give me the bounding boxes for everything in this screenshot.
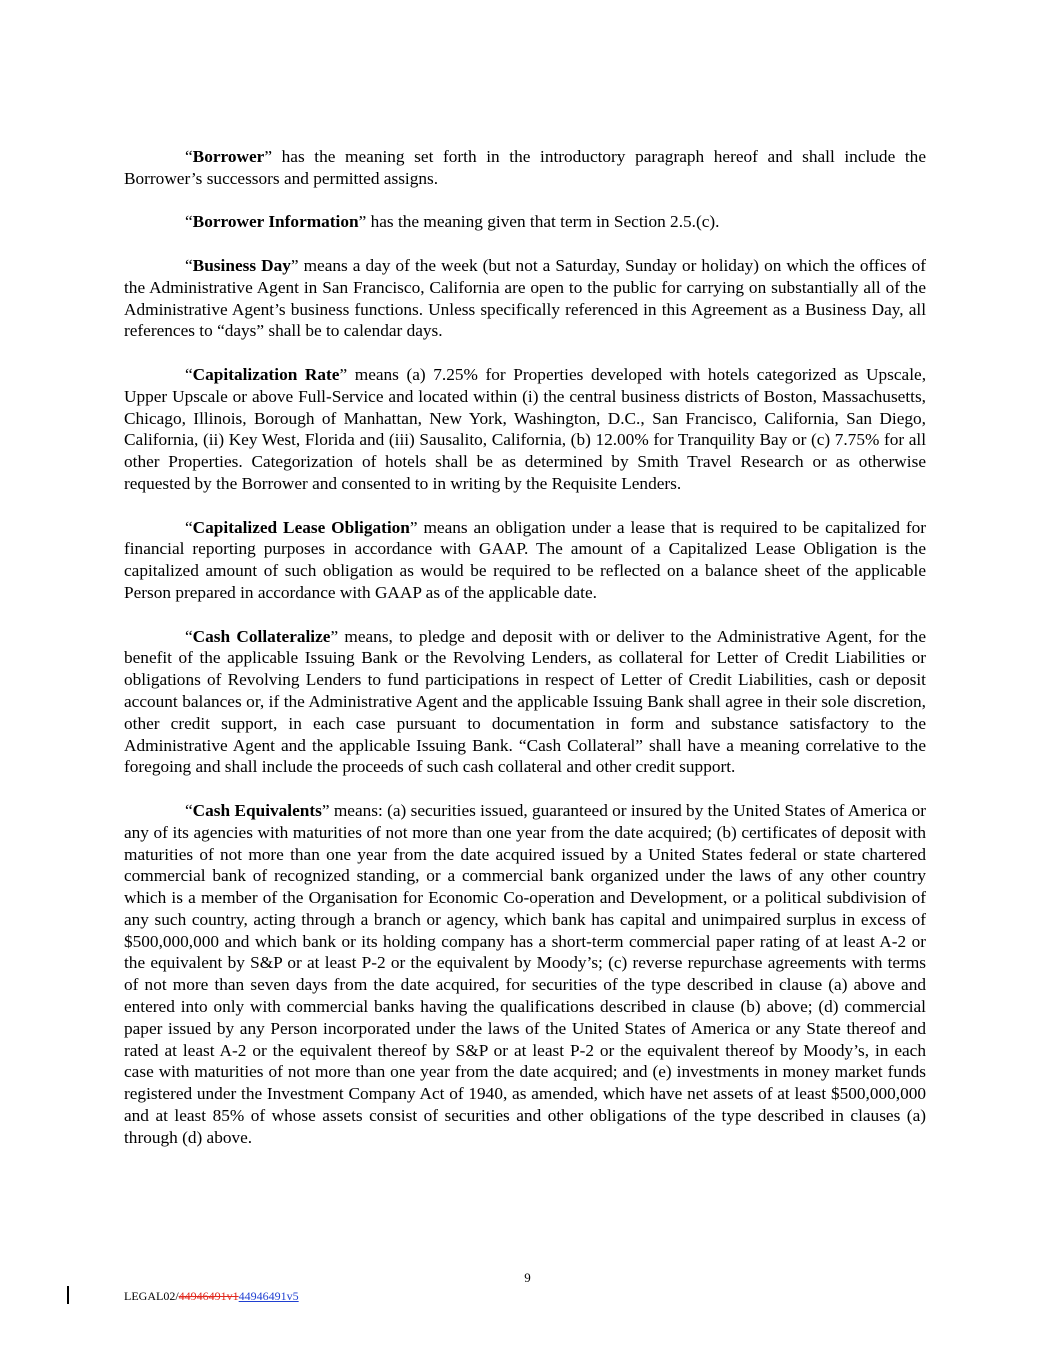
defined-term: Business Day <box>192 255 291 275</box>
inserted-document-id: 44946491v5 <box>238 1289 299 1303</box>
definition-business-day <box>124 255 926 342</box>
defined-term: Cash Collateralize <box>192 626 331 646</box>
open-quote: “ <box>185 364 193 384</box>
open-quote: “ <box>185 147 193 166</box>
definition-cash-collateralize <box>124 626 926 779</box>
revision-change-bar <box>67 1286 69 1304</box>
definition-text: ” means, to pledge and deposit with or deliver to the Administrative Agent, for the benefit of the applicable Issuing Bank or the Revolving Lenders, as collateral for Letter of Credit Liabilities or obligations of Revolving Lenders to fund participations in respect of Letter of Credit Liabilities, cash or deposit account balances or, if the Administrative Agent and the applicable Issuing Bank shall agree in their sole discretion, other credit support, in each case pursuant to documentation in form and substance satisfactory to the Administrative Agent and the applicable Issuing Bank. “Cash Collateral” shall have a meaning correlative to the foregoing and shall include the proceeds of such cash collateral and other credit support. <box>124 626 926 777</box>
deleted-document-id: 44946491v1 <box>178 1289 239 1303</box>
open-quote: “ <box>185 517 193 537</box>
open-quote: “ <box>185 212 193 232</box>
definition-capitalization-rate <box>124 364 926 495</box>
defined-term: Capitalization Rate <box>192 364 340 384</box>
open-quote: “ <box>185 800 193 820</box>
document-id-prefix: LEGAL02/ <box>124 1289 179 1303</box>
defined-term: Cash Equivalents <box>192 800 322 820</box>
definition-text: ” means an obligation under a lease that is required to be capitalized for financial reporting purposes in accordance with GAAP. The amount of a Capitalized Lease Obligation is the capitalized amount of such obligation as would be required to be reflected on a balance sheet of the applicable Person prepared in accordance with GAAP as of the applicable date. <box>124 517 926 602</box>
definition-cash-equivalents <box>124 800 926 1149</box>
definition-text: ” means (a) 7.25% for Properties developed with hotels categorized as Upscale, Upper Upscale or above Full-Service and located within (i) the central business districts of Boston, Massachusetts, Chicago, Illinois, Borough of Manhattan, New York, Washington, D.C., San Francisco, California, San Diego, California, (ii) Key West, Florida and (iii) Sausalito, California, (b) 12.00% for Tranquility Bay or (c) 7.75% for all other Properties. Categorization of hotels shall be as determined by Smith Travel Research or as otherwise requested by the Borrower and consented to in writing by the Requisite Lenders. <box>124 364 927 493</box>
definition-borrower-information <box>124 211 926 233</box>
open-quote: “ <box>185 255 193 275</box>
definition-text: ” means: (a) securities issued, guaranteed or insured by the United States of America or any of its agencies with maturities of not more than one year from the date acquired; (b) certificates of deposit with maturities of not more than one year from the date acquired issued by a United States federal or state chartered commercial bank of recognized standing, or a commercial bank organized under the laws of any other country which is a member of the Organisation for Economic Co-operation and Development, or a political subdivision of any such country, acting through a branch or agency, which bank has capital and unimpaired surplus in excess of $500,000,000 and which bank or its holding company has a short-term commercial paper rating of at least A-2 or the equivalent by S&P or at least P-2 or the equivalent by Moody’s; (c) reverse repurchase agreements with terms of not more than seven days from the date acquired, for securities of the type described in clause (a) above and entered into only with commercial banks having the qualifications described in clause (b) above; (d) commercial paper issued by any Person incorporated under the laws of the United States of America or any State thereof and rated at least A-2 or the equivalent thereof by S&P or at least P-2 or the equivalent thereof by Moody’s, in each case with maturities of not more than one year from the date acquired; and (e) investments in money market funds registered under the Investment Company Act of 1940, as amended, which have net assets of at least $500,000,000 and at least 85% of whose assets consist of securities and other obligations of the type described in clauses (a) through (d) above. <box>124 800 927 1147</box>
document-id-footer <box>124 1289 299 1304</box>
defined-term: Capitalized Lease Obligation <box>192 517 410 537</box>
definition-borrower <box>124 146 926 190</box>
definitions-section <box>124 146 926 1170</box>
page-number: 9 <box>524 1270 531 1285</box>
definition-text: ” has the meaning given that term in Section 2.5.(c). <box>358 212 720 232</box>
definition-text: ” means a day of the week (but not a Saturday, Sunday or holiday) on which the offices of the Administrative Agent in San Francisco, California are open to the public for carrying on substantially all of the Administrative Agent’s business functions. Unless specifically referenced in this Agreement as a Business Day, all references to “days” shall be to calendar days. <box>124 255 926 341</box>
open-quote: “ <box>185 626 193 646</box>
definition-text: ” has the meaning set forth in the introductory paragraph hereof and shall include the Borrower’s successors and permitted assigns. <box>124 147 926 188</box>
definition-capitalized-lease-obligation <box>124 517 926 604</box>
defined-term: Borrower Information <box>192 212 359 232</box>
defined-term: Borrower <box>192 147 265 166</box>
